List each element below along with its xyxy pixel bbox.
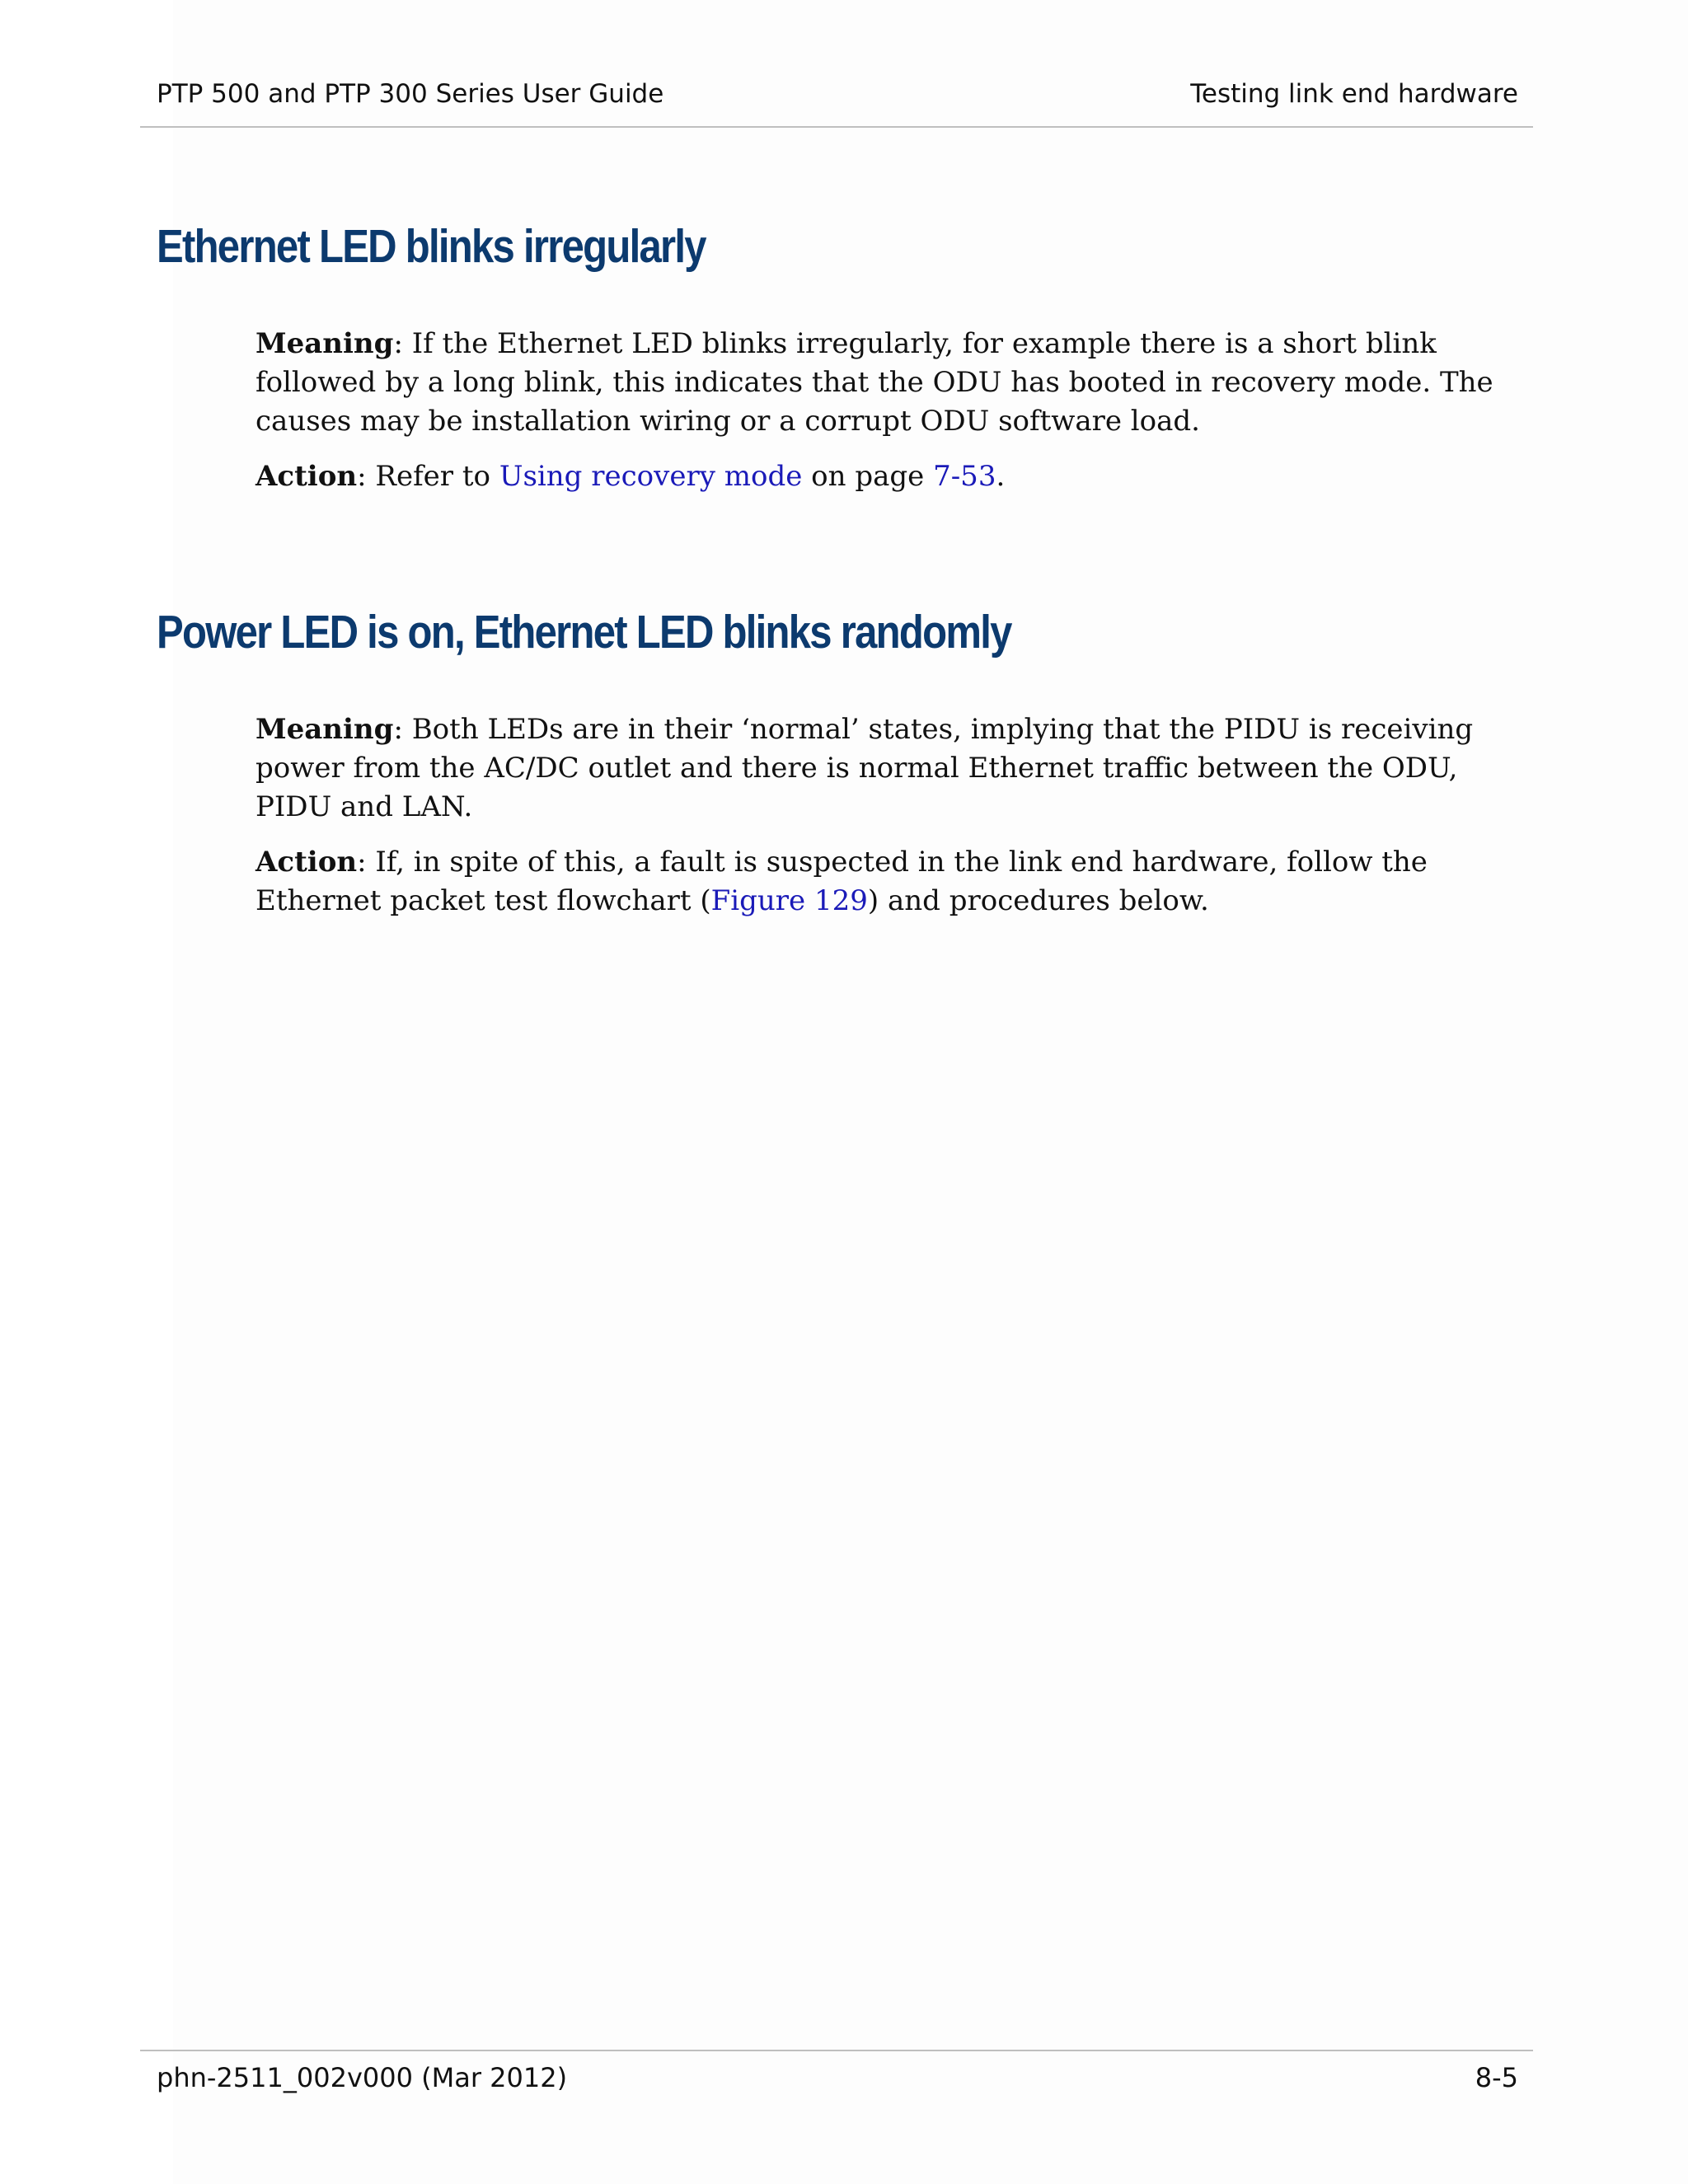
action-label: Action	[256, 460, 358, 493]
footer-divider	[140, 2050, 1533, 2051]
action-text-middle: on page	[802, 460, 934, 493]
footer-page-number: 8-5	[1475, 2062, 1518, 2093]
section-heading-ethernet-led-irregular: Ethernet LED blinks irregularly	[157, 220, 706, 273]
figure-129-link[interactable]: Figure 129	[710, 884, 868, 917]
meaning-paragraph-2	[256, 710, 1533, 827]
action-text-prefix: : If, in spite of this, a fault is suspected in the link end hardware, follow the Ethernet packet test flowchart (	[256, 846, 1428, 917]
header-chapter-title: Testing link end hardware	[1190, 79, 1518, 109]
page-header	[157, 79, 1518, 112]
meaning-label: Meaning	[256, 713, 394, 746]
action-label: Action	[256, 846, 358, 879]
header-document-title: PTP 500 and PTP 300 Series User Guide	[157, 79, 664, 109]
using-recovery-mode-link[interactable]: Using recovery mode	[499, 460, 803, 493]
footer-document-id: phn-2511_002v000 (Mar 2012)	[157, 2062, 568, 2093]
meaning-text: : Both LEDs are in their ‘normal’ states, implying that the PIDU is receiving power from the AC/DC outlet and there is normal Ethernet traffic between the ODU, PIDU and LAN.	[256, 713, 1474, 823]
action-paragraph-2	[256, 843, 1533, 921]
page-footer	[157, 2062, 1518, 2097]
header-divider	[140, 126, 1533, 128]
action-paragraph-1	[256, 457, 1533, 496]
section-heading-power-led-on: Power LED is on, Ethernet LED blinks randomly	[157, 606, 1011, 658]
action-text-suffix: ) and procedures below.	[867, 884, 1209, 917]
page-7-53-link[interactable]: 7-53	[933, 460, 996, 493]
meaning-text: : If the Ethernet LED blinks irregularly, for example there is a short blink followed by a long blink, this indicates that the ODU has booted in recovery mode. The causes may be installation wiring or a corrupt ODU software load.	[256, 327, 1493, 438]
meaning-label: Meaning	[256, 327, 394, 360]
action-text-suffix: .	[996, 460, 1006, 493]
action-text-prefix: : Refer to	[357, 460, 499, 493]
meaning-paragraph-1	[256, 325, 1533, 441]
